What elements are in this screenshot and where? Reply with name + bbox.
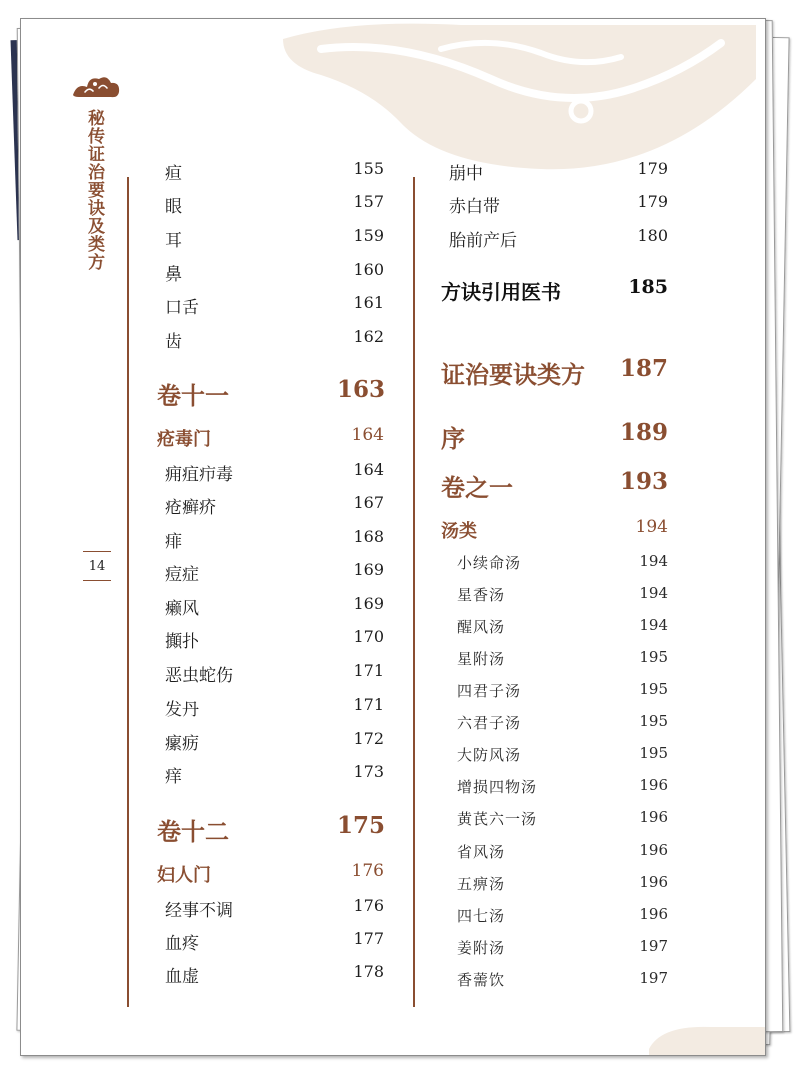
toc-entry[interactable] (449, 226, 668, 250)
toc-entry-page: 196 (639, 776, 668, 794)
toc-entry-page: 164 (353, 460, 384, 479)
toc-entry[interactable] (457, 873, 668, 895)
toc-entry-page: 179 (637, 192, 668, 211)
toc-entry-page: 176 (351, 861, 384, 881)
toc-entry-page: 161 (353, 293, 384, 312)
toc-entry-title: 疮毒门 (157, 429, 211, 450)
toc-entry-page: 187 (619, 355, 668, 382)
toc-entry[interactable] (165, 896, 384, 920)
toc-entry-title: 齿 (165, 332, 182, 352)
toc-entry-title: 鼻 (165, 265, 182, 285)
toc-entry-page: 196 (639, 905, 668, 923)
running-title: 秘传证治要诀及类方 (84, 109, 104, 271)
toc-entry[interactable] (457, 905, 668, 927)
toc-entry[interactable] (165, 226, 384, 250)
toc-entry[interactable] (165, 594, 384, 618)
toc-entry-title: 黄芪六一汤 (457, 810, 538, 828)
toc-entry-page: 176 (353, 896, 384, 915)
toc-entry-title: 四君子汤 (457, 682, 522, 700)
toc-entry-title: 五痹汤 (457, 875, 506, 893)
toc-entry[interactable] (165, 695, 384, 719)
toc-entry[interactable] (165, 460, 384, 484)
toc-entry-page: 178 (353, 962, 384, 981)
toc-section-heading[interactable] (441, 517, 668, 543)
toc-entry[interactable] (165, 192, 384, 216)
toc-entry-title: 汤类 (441, 521, 477, 542)
toc-entry[interactable] (165, 560, 384, 584)
book-page (20, 18, 766, 1056)
toc-volume-heading[interactable] (157, 376, 385, 408)
toc-entry-page: 170 (353, 627, 384, 646)
toc-entry-title: 方诀引用医书 (441, 280, 561, 304)
toc-book-heading[interactable] (441, 355, 668, 387)
toc-entry-title: 卷之一 (441, 473, 513, 502)
toc-entry[interactable] (165, 527, 384, 551)
toc-entry-title: 恶虫蛇伤 (165, 666, 233, 686)
toc-entry[interactable] (165, 493, 384, 517)
toc-section-heading[interactable] (157, 861, 384, 887)
toc-entry-page: 193 (619, 468, 668, 495)
toc-entry-page: 168 (353, 527, 384, 546)
toc-entry[interactable] (165, 762, 384, 786)
toc-entry-page: 196 (639, 808, 668, 826)
toc-entry[interactable] (165, 159, 384, 183)
toc-entry[interactable] (457, 712, 668, 734)
toc-entry-title: 疮癣疥 (165, 498, 216, 518)
toc-entry-title: 痈疽疖毒 (165, 465, 233, 485)
toc-entry-title: 姜附汤 (457, 939, 506, 957)
left-column-rule (127, 177, 129, 1007)
toc-entry-title: 六君子汤 (457, 714, 522, 732)
toc-entry-title: 发丹 (165, 700, 199, 720)
page-number: 14 (88, 559, 106, 574)
toc-entry[interactable] (457, 841, 668, 863)
toc-entry-page: 194 (639, 584, 668, 602)
toc-entry-title: 瘰疬 (165, 734, 199, 754)
toc-entry-page: 196 (639, 841, 668, 859)
toc-entry-title: 四七汤 (457, 907, 506, 925)
toc-entry-page: 194 (639, 616, 668, 634)
toc-entry-title: 大防风汤 (457, 746, 522, 764)
toc-volume-heading[interactable] (441, 468, 668, 500)
toc-entry-page: 171 (353, 695, 384, 714)
toc-book-heading[interactable] (441, 419, 668, 451)
toc-entry-title: 星香汤 (457, 586, 506, 604)
cloud-ornament-icon (71, 73, 121, 101)
toc-entry-page: 172 (353, 729, 384, 748)
toc-entry[interactable] (165, 293, 384, 317)
toc-entry[interactable] (165, 929, 384, 953)
toc-entry[interactable] (457, 969, 668, 991)
toc-entry-page: 163 (336, 376, 385, 403)
toc-entry-page: 164 (351, 425, 384, 445)
toc-entry-title: 血虚 (165, 967, 199, 987)
toc-entry[interactable] (457, 680, 668, 702)
toc-entry-title: 攧扑 (165, 632, 199, 652)
toc-entry-page: 197 (639, 937, 668, 955)
toc-entry-page: 196 (639, 873, 668, 891)
toc-section-heading[interactable] (157, 425, 384, 451)
toc-entry-title: 崩中 (449, 164, 483, 184)
toc-entry[interactable] (457, 776, 668, 798)
toc-entry-page: 160 (353, 260, 384, 279)
toc-entry-page: 159 (353, 226, 384, 245)
toc-entry-title: 经事不调 (165, 901, 233, 921)
toc-entry[interactable] (165, 661, 384, 685)
folio-rule (83, 551, 111, 552)
toc-entry[interactable] (165, 627, 384, 651)
toc-entry-page: 167 (353, 493, 384, 512)
toc-entry-title: 疸 (165, 164, 182, 184)
toc-entry[interactable] (457, 648, 668, 670)
toc-entry[interactable] (457, 584, 668, 606)
toc-volume-heading[interactable] (157, 812, 385, 844)
toc-entry[interactable] (457, 808, 668, 830)
toc-book-heading[interactable] (441, 276, 668, 304)
toc-entry-page: 157 (353, 192, 384, 211)
toc-entry-title: 口舌 (165, 298, 199, 318)
toc-entry-page: 169 (353, 560, 384, 579)
toc-entry-title: 癞风 (165, 599, 199, 619)
toc-entry-page: 155 (353, 159, 384, 178)
toc-entry-page: 194 (635, 517, 668, 537)
toc-entry-title: 香薷饮 (457, 971, 506, 989)
toc-entry-page: 197 (639, 969, 668, 987)
toc-entry-title: 痘症 (165, 565, 199, 585)
toc-entry-title: 卷十二 (157, 817, 229, 846)
toc-entry-title: 眼 (165, 197, 182, 217)
toc-entry[interactable] (165, 729, 384, 753)
toc-entry[interactable] (165, 327, 384, 351)
toc-entry-page: 194 (639, 552, 668, 570)
toc-entry-title: 痒 (165, 767, 182, 787)
toc-entry-page: 171 (353, 661, 384, 680)
toc-entry-page: 195 (639, 744, 668, 762)
right-column-rule (413, 177, 415, 1007)
toc-entry-page: 195 (639, 680, 668, 698)
toc-entry-title: 序 (441, 424, 465, 453)
toc-entry[interactable] (457, 744, 668, 766)
toc-entry-title: 痱 (165, 532, 182, 552)
toc-entry[interactable] (457, 552, 668, 574)
toc-entry-title: 增损四物汤 (457, 778, 538, 796)
folio-rule (83, 580, 111, 581)
toc-entry-page: 189 (619, 419, 668, 446)
toc-entry-title: 耳 (165, 231, 182, 251)
toc-entry-page: 162 (353, 327, 384, 346)
toc-entry[interactable] (449, 192, 668, 216)
toc-entry[interactable] (165, 260, 384, 284)
toc-entry-page: 180 (637, 226, 668, 245)
toc-entry-title: 星附汤 (457, 650, 506, 668)
toc-entry-title: 卷十一 (157, 381, 229, 410)
toc-entry-page: 175 (336, 812, 385, 839)
toc-entry[interactable] (457, 937, 668, 959)
toc-entry-title: 醒风汤 (457, 618, 506, 636)
toc-entry-page: 179 (637, 159, 668, 178)
toc-entry-title: 胎前产后 (449, 231, 517, 251)
toc-entry[interactable] (165, 962, 384, 986)
toc-entry-title: 省风汤 (457, 843, 506, 861)
toc-entry-page: 173 (353, 762, 384, 781)
toc-entry[interactable] (457, 616, 668, 638)
toc-entry-title: 小续命汤 (457, 554, 522, 572)
toc-entry-page: 177 (353, 929, 384, 948)
toc-entry-page: 195 (639, 648, 668, 666)
toc-entry-page: 169 (353, 594, 384, 613)
toc-entry-title: 血疼 (165, 934, 199, 954)
toc-entry-title: 妇人门 (157, 865, 211, 886)
toc-entry-page: 195 (639, 712, 668, 730)
toc-entry-title: 赤白带 (449, 197, 500, 217)
toc-entry-page: 185 (628, 276, 668, 298)
toc-entry-title: 证治要诀类方 (441, 360, 585, 389)
toc-entry[interactable] (449, 159, 668, 183)
